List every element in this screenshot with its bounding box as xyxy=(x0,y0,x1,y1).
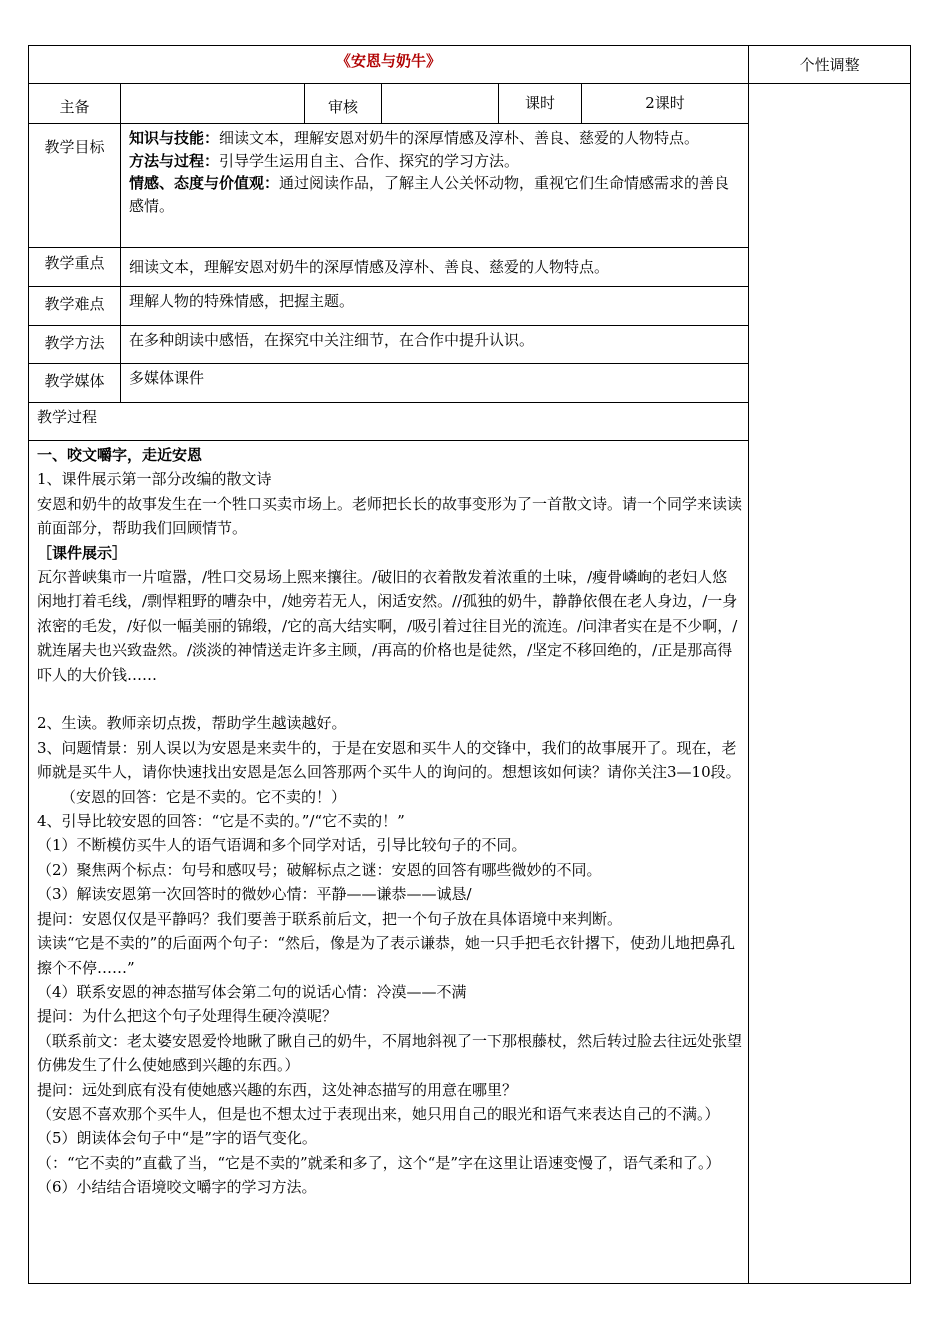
paragraph: 4、引导比较安恩的回答：“它是不卖的。”/“它不卖的！” xyxy=(37,812,405,831)
paragraph: 提问：为什么把这个句子处理得生硬冷漠呢？ xyxy=(37,1007,338,1026)
process-label: 教学过程 xyxy=(29,403,749,441)
key-point-label: 教学重点 xyxy=(29,248,121,287)
side-column-header: 个性调整 xyxy=(749,46,911,84)
hours-label: 课时 xyxy=(499,84,582,124)
paragraph: 1、课件展示第一部分改编的散文诗 xyxy=(37,470,272,489)
paragraph: （联系前文：老太婆安恩爱怜地瞅了瞅自己的奶牛，不屑地斜视了一下那根藤杖，然后转过脸去往远处张望仿佛发生了什么使她感到兴趣的东西。） xyxy=(37,1031,743,1075)
objective-knowledge: 知识与技能：细读文本，理解安恩对奶牛的深厚情感及淳朴、善良、慈爱的人物特点。 xyxy=(129,129,700,147)
side-adjust-column xyxy=(749,84,911,1284)
paragraph: （2）聚焦两个标点：句号和感叹号；破解标点之谜：安恩的回答有哪些微妙的不同。 xyxy=(37,860,602,879)
paragraph: 提问：安恩仅仅是平静吗？我们要善于联系前后文，把一个句子放在具体语境中来判断。 xyxy=(37,909,623,928)
section-title: 一、咬文嚼字，走近安恩 xyxy=(37,446,203,464)
media-text: 多媒体课件 xyxy=(121,364,749,403)
prose-poem: 瓦尔普峡集市一片喧嚣，/牲口交易场上熙来攘往。/破旧的衣着散发着浓重的土味，/瘦骨嶙峋的老妇人悠闲地打着毛线，/剽悍粗野的嘈杂中，/她旁若无人，闲适安然。//孤独的奶牛，静静依偎在老人身边，/一身浓密的毛发，/好似一幅美丽的锦缎，/它的高大结实啊，/吸引着过往目光的流连。/问津者实在是不少啊，/就连屠夫也兴致盎然。/淡淡的神情送走许多主顾，/再高的价格也是徒然，/坚定不移回绝的，/正是那高得吓人的大价钱…… xyxy=(37,568,738,684)
paragraph: 安恩和奶牛的故事发生在一个牲口买卖市场上。老师把长长的故事变形为了一首散文诗。请一个同学来读读前面部分，帮助我们回顾情节。 xyxy=(37,494,743,538)
paragraph: （安恩的回答：它是不卖的。它不卖的！） xyxy=(61,787,347,806)
hours-value: 2课时 xyxy=(582,84,749,124)
main-prep-value xyxy=(121,84,305,124)
main-prep-label: 主备 xyxy=(29,84,121,124)
lesson-plan-table xyxy=(28,45,911,1284)
process-content xyxy=(29,441,749,1284)
paragraph: （1）不断模仿买牛人的语气语调和多个同学对话，引导比较句子的不同。 xyxy=(37,836,527,855)
method-text: 在多种朗读中感悟，在探究中关注细节，在合作中提升认识。 xyxy=(121,326,749,364)
lesson-title: 《安恩与奶牛》 xyxy=(29,46,749,84)
courseware-heading: ［课件展示］ xyxy=(37,543,128,562)
paragraph: （：“它不卖的”直截了当，“它是不卖的”就柔和多了，这个“是”字在这里让语速变慢了，语气柔和了。） xyxy=(37,1153,721,1172)
paragraph: （5）朗读体会句子中“是”字的语气变化。 xyxy=(37,1129,317,1148)
paragraph: （4）联系安恩的神态描写体会第二句的说话心情：冷漠——不满 xyxy=(37,982,467,1001)
media-label: 教学媒体 xyxy=(29,364,121,403)
blank-line xyxy=(37,687,742,711)
key-point-text: 细读文本，理解安恩对奶牛的深厚情感及淳朴、善良、慈爱的人物特点。 xyxy=(121,248,749,287)
objectives-label: 教学目标 xyxy=(29,124,121,248)
paragraph: 2、生读。教师亲切点拨，帮助学生越读越好。 xyxy=(37,714,347,733)
difficulty-label: 教学难点 xyxy=(29,287,121,326)
objective-emotion: 情感、态度与价值观：通过阅读作品，了解主人公关怀动物，重视它们生命情感需求的善良感情。 xyxy=(129,174,730,215)
method-label: 教学方法 xyxy=(29,326,121,364)
paragraph: 提问：远处到底有没有使她感兴趣的东西，这处神态描写的用意在哪里？ xyxy=(37,1080,518,1099)
paragraph: 3、问题情景：别人误以为安恩是来卖牛的，于是在安恩和买牛人的交锋中，我们的故事展开了。现在，老师就是买牛人，请你快速找出安恩是怎么回答那两个买牛人的询问的。想想该如何读？请你关注3—10段。 xyxy=(37,738,741,782)
objective-method: 方法与过程：引导学生运用自主、合作、探究的学习方法。 xyxy=(129,151,520,170)
paragraph: （6）小结结合语境咬文嚼字的学习方法。 xyxy=(37,1178,317,1197)
paragraph: （安恩不喜欢那个买牛人，但是也不想太过于表现出来，她只用自己的眼光和语气来表达自己的不满。） xyxy=(37,1104,720,1123)
review-label: 审核 xyxy=(305,84,382,124)
paragraph: 读读“它是不卖的”的后面两个句子：“然后，像是为了表示谦恭，她一只手把毛衣针撂下，使劲儿地把鼻孔擦个不停……” xyxy=(37,934,736,977)
difficulty-text: 理解人物的特殊情感，把握主题。 xyxy=(121,287,749,326)
objectives-content xyxy=(121,124,749,248)
review-value xyxy=(382,84,499,124)
paragraph: （3）解读安恩第一次回答时的微妙心情：平静——谦恭——诚恳/ xyxy=(37,885,472,904)
